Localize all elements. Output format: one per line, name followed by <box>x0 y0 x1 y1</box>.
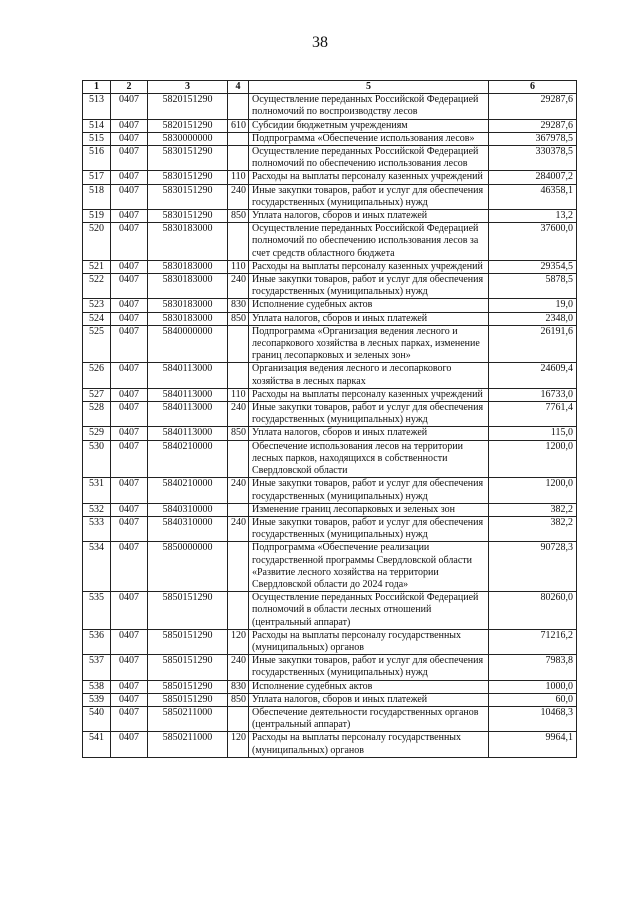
table-row <box>83 732 577 757</box>
table-row <box>83 542 577 592</box>
section-code-cell: 0407 <box>111 693 148 706</box>
section-code-cell: 0407 <box>111 592 148 630</box>
item-name-cell: Осуществление переданных Российской Федерацией полномочий в области лесных отношений (центральный аппарат) <box>249 592 489 630</box>
table-row <box>83 312 577 325</box>
expense-type-code-cell: 830 <box>228 299 249 312</box>
table-row <box>83 680 577 693</box>
section-code-cell: 0407 <box>111 655 148 680</box>
header-col-6: 6 <box>489 81 577 94</box>
header-col-4: 4 <box>228 81 249 94</box>
row-number-cell: 521 <box>83 260 111 273</box>
row-number-cell: 531 <box>83 478 111 503</box>
amount-cell: 382,2 <box>489 503 577 516</box>
item-name-cell: Осуществление переданных Российской Федерацией полномочий по воспроизводству лесов <box>249 94 489 119</box>
item-name-cell: Расходы на выплаты персоналу казенных учреждений <box>249 388 489 401</box>
amount-cell: 115,0 <box>489 427 577 440</box>
table-row <box>83 299 577 312</box>
table-row <box>83 440 577 478</box>
amount-cell: 1000,0 <box>489 680 577 693</box>
target-article-code-cell: 5840000000 <box>148 325 228 363</box>
section-code-cell: 0407 <box>111 184 148 209</box>
expense-type-code-cell <box>228 94 249 119</box>
row-number-cell: 530 <box>83 440 111 478</box>
target-article-code-cell: 5850211000 <box>148 706 228 731</box>
row-number-cell: 513 <box>83 94 111 119</box>
amount-cell: 60,0 <box>489 693 577 706</box>
row-number-cell: 540 <box>83 706 111 731</box>
table-row <box>83 402 577 427</box>
row-number-cell: 514 <box>83 119 111 132</box>
expense-type-code-cell: 240 <box>228 402 249 427</box>
expense-type-code-cell: 240 <box>228 516 249 541</box>
row-number-cell: 522 <box>83 274 111 299</box>
expense-type-code-cell <box>228 542 249 592</box>
section-code-cell: 0407 <box>111 388 148 401</box>
item-name-cell: Иные закупки товаров, работ и услуг для обеспечения государственных (муниципальных) нужд <box>249 184 489 209</box>
row-number-cell: 528 <box>83 402 111 427</box>
item-name-cell: Осуществление переданных Российской Федерацией полномочий по обеспечению использования лесов <box>249 146 489 171</box>
table-row <box>83 478 577 503</box>
amount-cell: 284007,2 <box>489 171 577 184</box>
row-number-cell: 527 <box>83 388 111 401</box>
target-article-code-cell: 5830151290 <box>148 171 228 184</box>
row-number-cell: 532 <box>83 503 111 516</box>
target-article-code-cell: 5830183000 <box>148 312 228 325</box>
row-number-cell: 541 <box>83 732 111 757</box>
target-article-code-cell: 5830183000 <box>148 260 228 273</box>
target-article-code-cell: 5850151290 <box>148 693 228 706</box>
item-name-cell: Исполнение судебных актов <box>249 680 489 693</box>
target-article-code-cell: 5840113000 <box>148 402 228 427</box>
page-number: 38 <box>312 34 328 51</box>
amount-cell: 367978,5 <box>489 132 577 145</box>
item-name-cell: Изменение границ лесопарковых и зеленых зон <box>249 503 489 516</box>
table-header <box>83 81 577 94</box>
amount-cell: 13,2 <box>489 210 577 223</box>
row-number-cell: 537 <box>83 655 111 680</box>
amount-cell: 37600,0 <box>489 223 577 261</box>
section-code-cell: 0407 <box>111 260 148 273</box>
target-article-code-cell: 5830183000 <box>148 274 228 299</box>
table-row <box>83 706 577 731</box>
section-code-cell: 0407 <box>111 706 148 731</box>
table-row <box>83 655 577 680</box>
target-article-code-cell: 5830151290 <box>148 210 228 223</box>
expense-type-code-cell <box>228 706 249 731</box>
expense-type-code-cell: 240 <box>228 184 249 209</box>
row-number-cell: 524 <box>83 312 111 325</box>
row-number-cell: 533 <box>83 516 111 541</box>
amount-cell: 46358,1 <box>489 184 577 209</box>
expense-type-code-cell: 850 <box>228 693 249 706</box>
expense-type-code-cell: 240 <box>228 655 249 680</box>
expense-type-code-cell <box>228 440 249 478</box>
section-code-cell: 0407 <box>111 363 148 388</box>
table-row <box>83 171 577 184</box>
expense-type-code-cell <box>228 363 249 388</box>
expense-type-code-cell <box>228 223 249 261</box>
expense-type-code-cell: 850 <box>228 312 249 325</box>
section-code-cell: 0407 <box>111 680 148 693</box>
table-row <box>83 132 577 145</box>
expense-type-code-cell: 110 <box>228 388 249 401</box>
section-code-cell: 0407 <box>111 171 148 184</box>
expense-type-code-cell: 240 <box>228 478 249 503</box>
item-name-cell: Иные закупки товаров, работ и услуг для обеспечения государственных (муниципальных) нужд <box>249 516 489 541</box>
target-article-code-cell: 5850151290 <box>148 592 228 630</box>
item-name-cell: Иные закупки товаров, работ и услуг для обеспечения государственных (муниципальных) нужд <box>249 655 489 680</box>
amount-cell: 382,2 <box>489 516 577 541</box>
row-number-cell: 518 <box>83 184 111 209</box>
item-name-cell: Уплата налогов, сборов и иных платежей <box>249 210 489 223</box>
section-code-cell: 0407 <box>111 516 148 541</box>
row-number-cell: 539 <box>83 693 111 706</box>
section-code-cell: 0407 <box>111 732 148 757</box>
table-row <box>83 427 577 440</box>
section-code-cell: 0407 <box>111 274 148 299</box>
row-number-cell: 535 <box>83 592 111 630</box>
table-row <box>83 146 577 171</box>
header-col-3: 3 <box>148 81 228 94</box>
amount-cell: 10468,3 <box>489 706 577 731</box>
expense-type-code-cell <box>228 592 249 630</box>
target-article-code-cell: 5840113000 <box>148 363 228 388</box>
target-article-code-cell: 5830183000 <box>148 299 228 312</box>
amount-cell: 9964,1 <box>489 732 577 757</box>
amount-cell: 19,0 <box>489 299 577 312</box>
row-number-cell: 536 <box>83 629 111 654</box>
amount-cell: 24609,4 <box>489 363 577 388</box>
section-code-cell: 0407 <box>111 119 148 132</box>
amount-cell: 71216,2 <box>489 629 577 654</box>
header-col-5: 5 <box>249 81 489 94</box>
table-row <box>83 363 577 388</box>
item-name-cell: Исполнение судебных актов <box>249 299 489 312</box>
section-code-cell: 0407 <box>111 223 148 261</box>
target-article-code-cell: 5830000000 <box>148 132 228 145</box>
expense-type-code-cell: 830 <box>228 680 249 693</box>
target-article-code-cell: 5830183000 <box>148 223 228 261</box>
section-code-cell: 0407 <box>111 210 148 223</box>
amount-cell: 29354,5 <box>489 260 577 273</box>
amount-cell: 2348,0 <box>489 312 577 325</box>
row-number-cell: 515 <box>83 132 111 145</box>
expense-type-code-cell: 110 <box>228 260 249 273</box>
item-name-cell: Подпрограмма «Обеспечение использования лесов» <box>249 132 489 145</box>
expense-type-code-cell <box>228 132 249 145</box>
table-row <box>83 693 577 706</box>
expense-type-code-cell: 850 <box>228 427 249 440</box>
target-article-code-cell: 5830151290 <box>148 184 228 209</box>
item-name-cell: Уплата налогов, сборов и иных платежей <box>249 312 489 325</box>
amount-cell: 7983,8 <box>489 655 577 680</box>
item-name-cell: Расходы на выплаты персоналу государственных (муниципальных) органов <box>249 629 489 654</box>
table-row <box>83 629 577 654</box>
target-article-code-cell: 5840210000 <box>148 440 228 478</box>
table-row <box>83 119 577 132</box>
table-row <box>83 325 577 363</box>
table-body <box>83 94 577 758</box>
section-code-cell: 0407 <box>111 542 148 592</box>
section-code-cell: 0407 <box>111 503 148 516</box>
amount-cell: 29287,6 <box>489 94 577 119</box>
expense-type-code-cell: 240 <box>228 274 249 299</box>
row-number-cell: 520 <box>83 223 111 261</box>
section-code-cell: 0407 <box>111 132 148 145</box>
header-col-1: 1 <box>83 81 111 94</box>
expense-type-code-cell: 610 <box>228 119 249 132</box>
section-code-cell: 0407 <box>111 312 148 325</box>
amount-cell: 80260,0 <box>489 592 577 630</box>
budget-table <box>82 80 577 758</box>
expense-type-code-cell: 120 <box>228 629 249 654</box>
section-code-cell: 0407 <box>111 478 148 503</box>
target-article-code-cell: 5820151290 <box>148 119 228 132</box>
section-code-cell: 0407 <box>111 325 148 363</box>
expense-type-code-cell: 850 <box>228 210 249 223</box>
table-row <box>83 388 577 401</box>
table-row <box>83 274 577 299</box>
amount-cell: 90728,3 <box>489 542 577 592</box>
item-name-cell: Организация ведения лесного и лесопаркового хозяйства в лесных парках <box>249 363 489 388</box>
row-number-cell: 529 <box>83 427 111 440</box>
section-code-cell: 0407 <box>111 146 148 171</box>
item-name-cell: Уплата налогов, сборов и иных платежей <box>249 693 489 706</box>
amount-cell: 29287,6 <box>489 119 577 132</box>
target-article-code-cell: 5850151290 <box>148 629 228 654</box>
target-article-code-cell: 5840310000 <box>148 516 228 541</box>
item-name-cell: Обеспечение деятельности государственных органов (центральный аппарат) <box>249 706 489 731</box>
item-name-cell: Иные закупки товаров, работ и услуг для обеспечения государственных (муниципальных) нужд <box>249 274 489 299</box>
target-article-code-cell: 5850211000 <box>148 732 228 757</box>
target-article-code-cell: 5850000000 <box>148 542 228 592</box>
target-article-code-cell: 5850151290 <box>148 655 228 680</box>
table-row <box>83 94 577 119</box>
section-code-cell: 0407 <box>111 440 148 478</box>
item-name-cell: Субсидии бюджетным учреждениям <box>249 119 489 132</box>
target-article-code-cell: 5840210000 <box>148 478 228 503</box>
item-name-cell: Подпрограмма «Организация ведения лесного и лесопаркового хозяйства в лесных парках, изменение границ лесопарковых и зеленых зон» <box>249 325 489 363</box>
expense-type-code-cell <box>228 146 249 171</box>
target-article-code-cell: 5840310000 <box>148 503 228 516</box>
section-code-cell: 0407 <box>111 427 148 440</box>
amount-cell: 7761,4 <box>489 402 577 427</box>
table-row <box>83 503 577 516</box>
amount-cell: 1200,0 <box>489 478 577 503</box>
table-row <box>83 210 577 223</box>
header-row <box>83 81 577 94</box>
item-name-cell: Осуществление переданных Российской Федерацией полномочий по обеспечению использования лесов за счет средств областного бюджета <box>249 223 489 261</box>
section-code-cell: 0407 <box>111 299 148 312</box>
row-number-cell: 534 <box>83 542 111 592</box>
row-number-cell: 517 <box>83 171 111 184</box>
row-number-cell: 526 <box>83 363 111 388</box>
section-code-cell: 0407 <box>111 402 148 427</box>
table-row <box>83 260 577 273</box>
section-code-cell: 0407 <box>111 629 148 654</box>
target-article-code-cell: 5840113000 <box>148 427 228 440</box>
item-name-cell: Уплата налогов, сборов и иных платежей <box>249 427 489 440</box>
amount-cell: 26191,6 <box>489 325 577 363</box>
item-name-cell: Расходы на выплаты персоналу государственных (муниципальных) органов <box>249 732 489 757</box>
amount-cell: 330378,5 <box>489 146 577 171</box>
table-row <box>83 592 577 630</box>
target-article-code-cell: 5840113000 <box>148 388 228 401</box>
item-name-cell: Иные закупки товаров, работ и услуг для обеспечения государственных (муниципальных) нужд <box>249 402 489 427</box>
expense-type-code-cell <box>228 325 249 363</box>
table-row <box>83 223 577 261</box>
item-name-cell: Расходы на выплаты персоналу казенных учреждений <box>249 260 489 273</box>
item-name-cell: Иные закупки товаров, работ и услуг для обеспечения государственных (муниципальных) нужд <box>249 478 489 503</box>
row-number-cell: 516 <box>83 146 111 171</box>
expense-type-code-cell: 120 <box>228 732 249 757</box>
amount-cell: 1200,0 <box>489 440 577 478</box>
row-number-cell: 538 <box>83 680 111 693</box>
amount-cell: 5878,5 <box>489 274 577 299</box>
header-col-2: 2 <box>111 81 148 94</box>
expense-type-code-cell: 110 <box>228 171 249 184</box>
target-article-code-cell: 5820151290 <box>148 94 228 119</box>
expense-type-code-cell <box>228 503 249 516</box>
item-name-cell: Подпрограмма «Обеспечение реализации государственной программы Свердловской области «Развитие лесного хозяйства на территории Свердловской области до 2024 года» <box>249 542 489 592</box>
target-article-code-cell: 5850151290 <box>148 680 228 693</box>
row-number-cell: 523 <box>83 299 111 312</box>
table-row <box>83 184 577 209</box>
item-name-cell: Обеспечение использования лесов на территории лесных парков, находящихся в собственности Свердловской области <box>249 440 489 478</box>
amount-cell: 16733,0 <box>489 388 577 401</box>
target-article-code-cell: 5830151290 <box>148 146 228 171</box>
item-name-cell: Расходы на выплаты персоналу казенных учреждений <box>249 171 489 184</box>
section-code-cell: 0407 <box>111 94 148 119</box>
row-number-cell: 519 <box>83 210 111 223</box>
table-row <box>83 516 577 541</box>
row-number-cell: 525 <box>83 325 111 363</box>
